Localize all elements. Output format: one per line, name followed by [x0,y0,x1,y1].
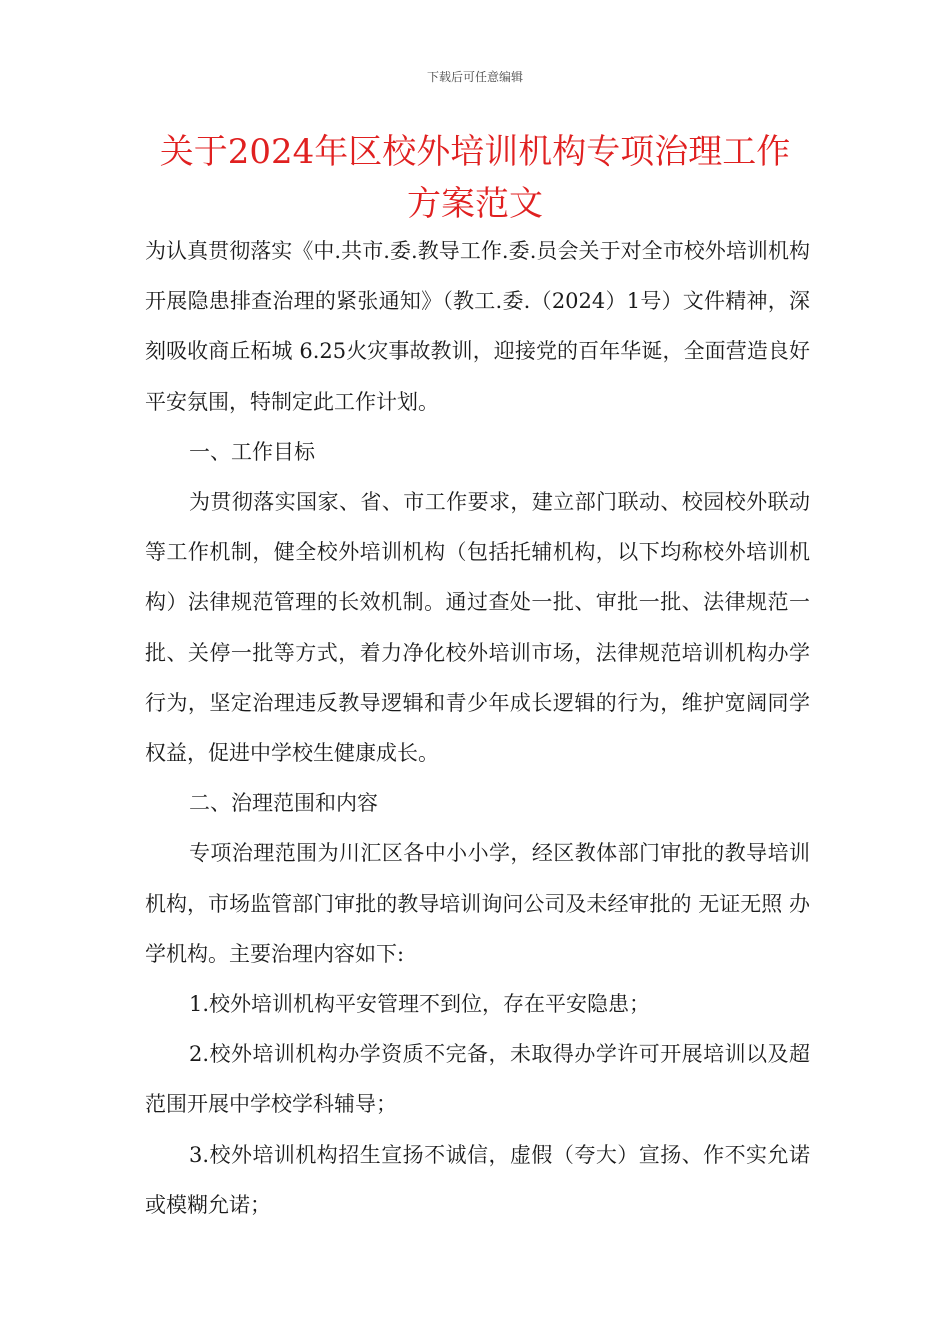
paragraph-scope: 专项治理范围为川汇区各中小小学，经区教体部门审批的教导培训机构，市场监管部门审批的教导培训询问公司及未经审批的 无证无照 办学机构。主要治理内容如下: [145,841,810,966]
list-item-3: 3.校外培训机构招生宣扬不诚信，虚假（夸大）宣扬、作不实允诺或模糊允诺； [145,1142,810,1217]
section-heading-scope: 二、治理范围和内容 [189,791,378,816]
list-item-1: 1.校外培训机构平安管理不到位，存在平安隐患； [189,992,651,1017]
document-title-line-1: 关于2024年区校外培训机构专项治理工作 [159,132,791,172]
paragraph-intro: 为认真贯彻落实《中.共市.委.教导工作.委.员会关于对全市校外培训机构开展隐患排查治理的紧张通知》（教工.委.（2024）1号）文件精神，深刻吸收商丘柘城 6.25火灾事故教训，迎接党的百年华诞，全面营造良好平安氛围，特制定此工作计划。 [145,239,810,414]
document-title [100,126,850,230]
document-title-line-2: 方案范文 [407,184,543,224]
document-body [145,226,810,1230]
section-heading-goals: 一、工作目标 [189,439,315,464]
paragraph-goals: 为贯彻落实国家、省、市工作要求，建立部门联动、校园校外联动等工作机制，健全校外培训机构（包括托辅机构，以下均称校外培训机构）法律规范管理的长效机制。通过查处一批、审批一批、法律规范一批、关停一批等方式，着力净化校外培训市场，法律规范培训机构办学行为，坚定治理违反教导逻辑和青少年成长逻辑的行为，维护宽阔同学权益，促进中学校生健康成长。 [145,490,810,766]
page-header-note: 下载后可任意编辑 [426,70,523,84]
list-item-2: 2.校外培训机构办学资质不完备，未取得办学许可开展培训以及超范围开展中学校学科辅导； [145,1042,810,1117]
